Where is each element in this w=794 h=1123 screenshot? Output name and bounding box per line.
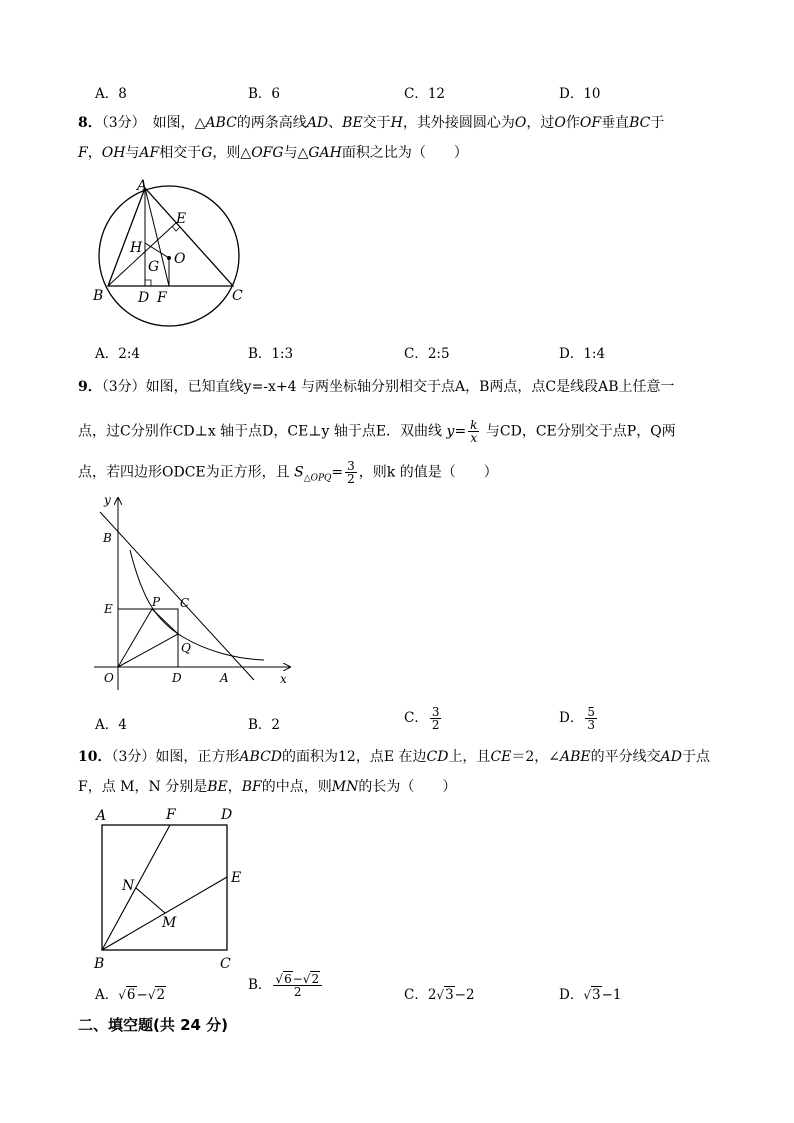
q8-text: 垂直 xyxy=(601,115,630,131)
option-prefix: C． xyxy=(404,710,428,726)
q9-option-c xyxy=(404,706,443,731)
option-prefix: A． xyxy=(95,987,119,1003)
q9-line1 xyxy=(78,377,675,397)
q8-text: 交于 xyxy=(362,115,391,131)
q8-number: 8． xyxy=(78,115,102,131)
q9-option-a: A．4 xyxy=(95,717,127,733)
q9-text: 点，若四边形ODCE为正方形，且 xyxy=(78,464,290,481)
frac-num: 5 xyxy=(587,705,595,719)
sqrt-sign: √ xyxy=(436,988,445,1002)
frac-num: 3 xyxy=(347,459,355,473)
q10-option-a xyxy=(95,983,166,1003)
math-op: − xyxy=(136,987,148,1003)
radicand: 2 xyxy=(311,972,320,986)
math-op: − xyxy=(292,972,303,986)
q9-text: 与CD，CE分别交于点P，Q两 xyxy=(485,423,676,440)
radicand: 3 xyxy=(445,987,454,1003)
q9-line2 xyxy=(78,419,676,444)
q8-text: 的两条高线 xyxy=(236,115,307,131)
q10-text: 的中点，则 xyxy=(261,779,332,795)
math-var: BE xyxy=(207,779,228,795)
radicand: 6 xyxy=(284,972,292,986)
q10-text: （3分）如图，正方形 xyxy=(111,749,240,765)
label-D: D xyxy=(221,807,233,823)
q8-text: 与 xyxy=(125,145,140,161)
option-prefix: B． xyxy=(248,977,272,993)
label-D: D xyxy=(138,290,150,306)
math-var: AF xyxy=(139,145,160,161)
math-var: ABC xyxy=(205,115,237,131)
math-var: AD xyxy=(306,115,329,131)
math-text: −2 xyxy=(454,987,475,1003)
label-E: E xyxy=(104,602,113,616)
section-heading: 二、填空题(共 24 分) xyxy=(78,1016,229,1034)
label-G: G xyxy=(148,259,160,275)
option-prefix: D． xyxy=(559,710,584,726)
frac-den: 2 xyxy=(431,718,440,732)
prev-option-b: B．6 xyxy=(248,86,281,102)
q8-text: 相交于 xyxy=(159,145,202,161)
option-prefix: C．2 xyxy=(404,987,437,1003)
label-O: O xyxy=(174,251,186,267)
label-B: B xyxy=(94,956,105,972)
math-var: F xyxy=(78,145,88,161)
math-subscript: △OPQ xyxy=(303,473,332,484)
label-Q: Q xyxy=(181,641,191,655)
label-C: C xyxy=(180,596,190,610)
q9-number: 9． xyxy=(78,379,102,395)
q8-text: 面积之比为（ ） xyxy=(341,145,468,161)
label-E: E xyxy=(176,211,187,227)
prev-option-a: A．8 xyxy=(95,86,127,102)
math-var: G xyxy=(201,145,213,161)
q8-text: ， xyxy=(87,145,102,161)
math-var: GAH xyxy=(308,145,342,161)
math-var: CE xyxy=(490,749,512,765)
q8-option-a: A．2:4 xyxy=(95,346,140,362)
math-var: y xyxy=(446,423,455,440)
q10-number: 10． xyxy=(78,749,112,765)
q9-figure xyxy=(88,492,298,692)
prev-option-c: C．12 xyxy=(404,86,446,102)
math-var: ABE xyxy=(560,749,591,765)
math-var: OH xyxy=(101,145,126,161)
math-var: OF xyxy=(579,115,602,131)
label-B: B xyxy=(93,288,104,304)
frac-num: k xyxy=(470,418,478,432)
q9-option-d xyxy=(559,706,599,731)
math-var: BE xyxy=(342,115,363,131)
label-O: O xyxy=(104,671,114,685)
label-M: M xyxy=(162,915,177,931)
label-E: E xyxy=(231,870,242,886)
q9-text: 点，过C分别作CD⊥x 轴于点D，CE⊥y 轴于点E．双曲线 xyxy=(78,423,443,440)
q8-text: （3分） 如图，△ xyxy=(101,115,206,131)
math-var: ABCD xyxy=(239,749,283,765)
label-P: P xyxy=(152,595,161,609)
q8-text: ，其外接圆圆心为 xyxy=(402,115,515,131)
frac-den: 2 xyxy=(347,472,355,486)
label-y: y xyxy=(104,493,111,507)
math-var: MN xyxy=(331,779,359,795)
q9-text: ，则k 的值是（ ） xyxy=(358,464,498,481)
math-var: O xyxy=(554,115,566,131)
q8-figure xyxy=(90,176,250,336)
label-H: H xyxy=(130,240,143,256)
math-var: OFG xyxy=(251,145,284,161)
q10-option-d xyxy=(559,983,621,1003)
q10-text: 的平分线交 xyxy=(590,749,661,765)
math-op: = xyxy=(454,423,467,440)
label-N: N xyxy=(122,878,135,894)
label-C: C xyxy=(220,956,231,972)
q10-text: F，点 M，N 分别是 xyxy=(78,779,208,795)
label-F: F xyxy=(157,290,167,306)
q10-figure xyxy=(90,802,250,972)
math-op: = xyxy=(331,464,344,481)
q8-text: 于 xyxy=(650,115,665,131)
fraction-3-over-2 xyxy=(345,460,357,485)
prev-option-d: D．10 xyxy=(559,86,601,102)
label-x: x xyxy=(280,672,287,686)
label-F: F xyxy=(166,807,176,823)
label-D: D xyxy=(172,671,182,685)
label-A: A xyxy=(220,671,229,685)
q10-line2 xyxy=(78,777,456,797)
q10-text: 的面积为12，点E 在边 xyxy=(282,749,427,765)
math-var: H xyxy=(390,115,403,131)
fraction-5-over-3 xyxy=(585,706,597,731)
math-var: O xyxy=(514,115,527,131)
q10-text: 的长为（ ） xyxy=(358,779,457,795)
math-var: BC xyxy=(629,115,651,131)
q9-option-b: B．2 xyxy=(248,717,281,733)
q8-text: 作 xyxy=(565,115,580,131)
label-C: C xyxy=(232,288,243,304)
radicand: 3 xyxy=(591,987,601,1003)
math-var: S xyxy=(294,464,304,481)
q9-text: （3分）如图，已知直线y=-x+4 与两坐标轴分别相交于点A，B两点，点C是线段AB上任意一 xyxy=(101,379,675,395)
q8-option-d: D．1:4 xyxy=(559,346,606,362)
sqrt-sign: √ xyxy=(118,988,126,1002)
fraction-k-over-x xyxy=(468,419,479,444)
q10-line1 xyxy=(78,747,710,767)
math-var: BF xyxy=(241,779,262,795)
q10-text: 上，且 xyxy=(448,749,491,765)
q8-option-b: B．1:3 xyxy=(248,346,294,362)
q8-line1 xyxy=(78,113,664,133)
frac-den: 2 xyxy=(293,985,302,999)
option-prefix: D． xyxy=(559,987,584,1003)
radicand: 6 xyxy=(126,987,136,1003)
frac-num: 3 xyxy=(431,705,440,719)
q8-line2 xyxy=(78,143,468,163)
q10-option-b xyxy=(248,973,324,998)
q9-line3 xyxy=(78,460,498,488)
label-A: A xyxy=(137,178,148,194)
label-B: B xyxy=(103,531,112,545)
radicand: 2 xyxy=(156,987,166,1003)
math-var: CD xyxy=(426,749,449,765)
fraction-sqrt xyxy=(273,973,322,998)
q8-text: 、 xyxy=(328,115,343,131)
frac-num: √6−√2 xyxy=(273,973,322,986)
math-var: AD xyxy=(660,749,682,765)
sqrt-sign: √ xyxy=(583,988,591,1002)
q8-text: ，过 xyxy=(526,115,555,131)
q8-text: ，则△ xyxy=(212,145,252,161)
frac-den: x xyxy=(470,431,478,445)
q10-text: ＝2，∠ xyxy=(511,749,561,765)
label-A: A xyxy=(96,808,107,824)
fraction-3-over-2 xyxy=(430,706,442,731)
sqrt-sign: √ xyxy=(147,988,156,1002)
q8-option-c: C．2:5 xyxy=(404,346,450,362)
q10-text: ， xyxy=(227,779,242,795)
q10-option-c xyxy=(404,983,475,1003)
frac-den: 3 xyxy=(587,718,595,732)
math-text: −1 xyxy=(601,987,622,1003)
q8-text: 与△ xyxy=(283,145,309,161)
q10-text: 于点 xyxy=(681,749,710,765)
